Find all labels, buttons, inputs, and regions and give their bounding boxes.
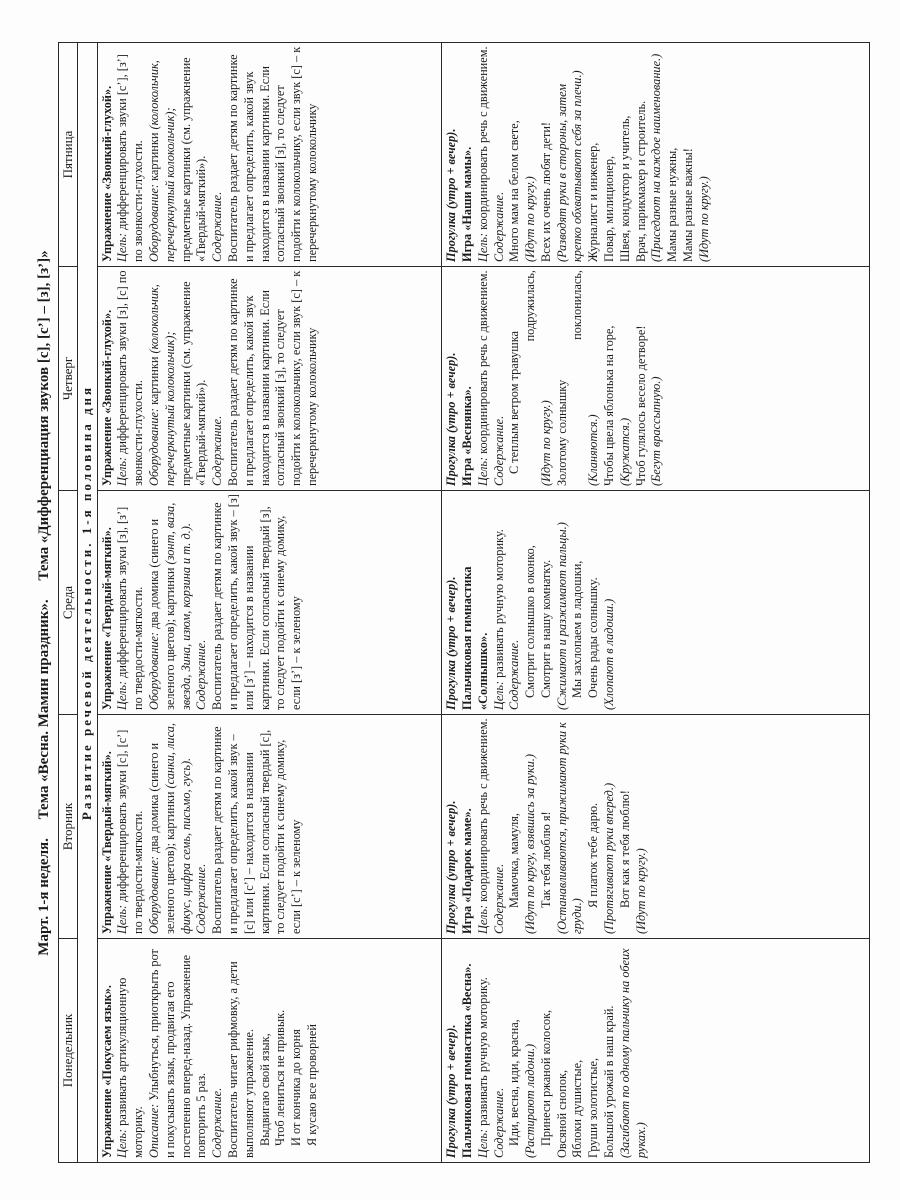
- equipment-items: (санки, лиса, фикус, цифра семь, письмо, гусь).: [162, 723, 193, 934]
- goal-line: [476, 942, 492, 1158]
- equipment-items: (колокольчик, перечеркнутый колокольчик);: [146, 284, 177, 486]
- verse-line: Много мам на белом свете,: [507, 120, 522, 262]
- game-block: [442, 491, 619, 714]
- cell-wednesday-exercise: [97, 491, 442, 715]
- goal-text: развивать ручную моторику.: [475, 977, 490, 1126]
- content-label: Содержание.: [507, 639, 522, 710]
- schedule-table: [58, 42, 870, 1163]
- stage-direction: (Идут по кругу.): [633, 848, 648, 934]
- section-heading: Развитие речевой деятельности. 1-я половина дня: [78, 43, 97, 1163]
- goal-label: Цель:: [475, 904, 490, 934]
- stage-direction: (Разводят руки в стороны, затем крепко обхватывают себя за плечи.): [554, 70, 585, 262]
- walk-title: Прогулка (утро + вечер).: [444, 352, 459, 486]
- stage-direction: (Идут по кругу, взявшись за руки.): [523, 754, 538, 934]
- stage-direction: (Кружатся.): [617, 417, 632, 486]
- goal-text: развивать ручную моторику.: [491, 529, 506, 678]
- equipment-label: Оборудование:: [146, 183, 161, 262]
- game-title: Игра «Веснянка».: [459, 386, 474, 486]
- walk-game-row: [442, 43, 870, 1163]
- day-header-wednesday: Среда: [59, 491, 78, 715]
- verse-line: Принеси ржаной колосок,: [538, 1009, 553, 1146]
- cell-thursday-game: [442, 267, 870, 491]
- verse-line: Смотрит в нашу комнатку.: [538, 559, 553, 698]
- exercise-title: Упражнение «Звонкий-глухой».: [99, 85, 114, 262]
- section-row: [78, 43, 97, 1163]
- exercise-title: Упражнение «Твердый-мягкий».: [99, 527, 114, 710]
- description-text: Улыбнуться, приоткрыть рот и покусывать язык, продвигая его постепенно вперед-назад. Упражнение повторить 5 раз.: [146, 949, 209, 1158]
- game-block: [442, 43, 714, 266]
- verse-line: Мамы разные нужны,: [665, 147, 680, 262]
- equipment-items: (колокольчик, перечеркнутый колокольчик);: [146, 60, 177, 262]
- equipment-label: Оборудование:: [146, 631, 161, 710]
- exercise-title: Упражнение «Звонкий-глухой».: [99, 309, 114, 486]
- cell-tuesday-game: [442, 715, 870, 939]
- verse-line: Чтоб гулялось весело детворе!: [633, 325, 648, 486]
- content-text: Воспитатель раздает детям по картинке и предлагает определить, какой звук находится в названии картинки. Если согласный звонкий [з], то следует подойти к колокольчику, если звук [с] – к перечеркнутому колокольчику: [225, 270, 319, 486]
- stage-direction: (Бегут врассыпную.): [649, 376, 664, 486]
- walk-title: Прогулка (утро + вечер).: [444, 128, 459, 262]
- content-label: Содержание.: [210, 415, 225, 486]
- content-text: Воспитатель раздает детям по картинке и предлагает определить, какой звук – [с] или [с’] – находится в названии картинки. Если согласный твердый [с], то следует подойти к синему домику, если [с’] – к зеленому: [210, 726, 304, 934]
- day-header-friday: Пятница: [59, 43, 78, 267]
- goal-label: Цель:: [475, 232, 490, 262]
- content-text: Воспитатель читает рифмовку, а дети выполняют упражнение.: [225, 961, 256, 1158]
- verse-line: Повар, милиционер,: [602, 155, 617, 262]
- stage-direction: (Сжимают и разжимают пальцы.): [554, 522, 569, 710]
- content-label: Содержание.: [491, 863, 506, 934]
- equipment-label: Оборудование:: [146, 855, 161, 934]
- verse-line: Смотрит солнышко в оконко,: [523, 545, 538, 698]
- verse-line: Мы захлопаем в ладошки,: [570, 560, 585, 698]
- content-label: Содержание.: [491, 191, 506, 262]
- goal-label: Цель:: [115, 904, 130, 934]
- title-week: Март. 1-я неделя.: [36, 838, 52, 956]
- verse-line: Иди, весна, иди, красна,: [507, 1019, 522, 1146]
- day-header-monday: Понедельник: [59, 939, 78, 1163]
- game-block: [442, 715, 650, 938]
- game-block: [442, 267, 666, 490]
- equipment-text: два домика (синего и зеленого цветов); картинки: [146, 518, 177, 710]
- goal-label: Цель:: [115, 680, 130, 710]
- verse-line: Врач, парикмахер и строитель.: [633, 100, 648, 262]
- goal-text: дифференцировать звуки [з], [с] по звонкости-глухости.: [115, 270, 146, 486]
- verse-line: Мамочка, мамуля,: [507, 813, 522, 908]
- game-title: Пальчиковая гимнастика «Весна».: [459, 963, 474, 1158]
- title-theme-2: Тема «Дифференциация звуков [с], [с’] – [з], [з’]»: [36, 250, 52, 581]
- walk-title: Прогулка (утро + вечер).: [444, 576, 459, 710]
- verse-line: Я платок тебе дарю.: [586, 802, 601, 908]
- game-block: [442, 939, 650, 1162]
- stage-direction: (Идут по кругу.): [696, 176, 711, 262]
- stage-direction: (Идут по кругу.): [538, 400, 553, 486]
- verse-line: поклонилась,: [570, 270, 585, 340]
- stage-direction: (Кланяются.): [586, 414, 601, 486]
- page-title: [30, 43, 58, 1163]
- goal-text: координировать речь с движением.: [475, 718, 490, 902]
- content-label: Содержание.: [194, 639, 209, 710]
- equipment-text-2: предметные картинки (см. упражнение «Твердый-мягкий»).: [178, 281, 209, 486]
- verse-line: С теплым ветром травушка: [507, 331, 522, 474]
- exercise-title: Упражнение «Покусаем язык».: [99, 985, 114, 1158]
- rotated-sheet: [30, 43, 870, 1163]
- verse-line: Яблоки душистые,: [570, 1059, 585, 1158]
- game-title: Игра «Наши мамы».: [459, 146, 474, 262]
- day-header-row: [59, 43, 78, 1163]
- equipment-text-2: предметные картинки (см. упражнение «Твердый-мягкий»).: [178, 57, 209, 262]
- goal-line: [476, 270, 492, 486]
- verse-line: Выдвигаю свой язык,: [257, 1033, 272, 1146]
- verse-line: Журналист и инженер,: [586, 142, 601, 262]
- verse-line: Чтоб лениться не привык.: [273, 1009, 288, 1146]
- goal-label: Цель:: [491, 680, 506, 710]
- verse-line: Швея, кондуктор и учитель,: [617, 115, 632, 262]
- cell-friday-exercise: [97, 43, 442, 267]
- exercise-row: [97, 43, 442, 1163]
- content-label: Содержание.: [210, 191, 225, 262]
- verse-line: Всех их очень любят дети!: [538, 121, 553, 262]
- stage-direction: (Протягивают руки вперед.): [602, 782, 617, 934]
- verse-line: Очень рады солнышку.: [586, 577, 601, 698]
- day-header-thursday: Четверг: [59, 267, 78, 491]
- content-text: Воспитатель раздает детям по картинке и предлагает определить, какой звук – [з] или [з’] – находится в названии картинки. Если согласный твердый [з], то следует подойти к синему домику, если [з’] – к зеленому: [210, 494, 304, 710]
- goal-label: Цель:: [475, 456, 490, 486]
- content-label: Содержание.: [194, 863, 209, 934]
- stage-direction: (Растирают ладони.): [523, 1043, 538, 1158]
- stage-direction: (Останавливаются, прижимают руки к груди.): [554, 722, 585, 934]
- verse-line: И от кончика до корня: [289, 1029, 304, 1146]
- goal-text: развивать артикуляционную моторику.: [115, 977, 146, 1158]
- stage-direction: (Приседают на каждое наименование.): [649, 53, 664, 262]
- cell-monday-game: [442, 939, 870, 1163]
- goal-text: координировать речь с движением.: [475, 46, 490, 230]
- cell-monday-exercise: [97, 939, 442, 1163]
- exercise-title: Упражнение «Твердый-мягкий».: [99, 751, 114, 934]
- goal-label: Цель:: [475, 1128, 490, 1158]
- verse-line: Золотому солнышку: [554, 379, 569, 486]
- goal-label: Цель:: [115, 456, 130, 486]
- verse-line: Я кусаю все проворней: [304, 1024, 319, 1146]
- goal-line: [476, 46, 492, 262]
- stage-direction: (Хлопают в ладоши.): [602, 598, 617, 710]
- game-title: Пальчиковая гимнастика «Солнышко».: [459, 566, 490, 710]
- verse-line: Так тебя люблю я!: [538, 811, 553, 908]
- equipment-items: (зонт, ваза, звезда, Зина, изюм, корзина и т. д.).: [162, 502, 193, 710]
- goal-line: [476, 718, 492, 934]
- goal-text: дифференцировать звуки [с], [с’] по твердости-мягкости.: [115, 729, 146, 934]
- title-theme-1: Тема «Весна. Мамин праздник».: [36, 599, 52, 820]
- equipment-label: Оборудование:: [146, 407, 161, 486]
- game-title: Игра «Подарок маме».: [459, 808, 474, 934]
- walk-title: Прогулка (утро + вечер).: [444, 800, 459, 934]
- goal-label: Цель:: [115, 1128, 130, 1158]
- content-label: Содержание.: [491, 1087, 506, 1158]
- goal-text: дифференцировать звуки [з], [з’] по твердости-мягкости.: [115, 506, 146, 710]
- verse-line: Овсяной снопок,: [554, 1069, 569, 1158]
- description-label: Описание:: [146, 1103, 161, 1158]
- goal-line: [492, 494, 508, 710]
- stage-direction: (Загибают по одному пальчику на обеих руках.): [617, 948, 648, 1158]
- goal-text: дифференцировать звуки [с’], [з’] по звонкости-глухости.: [115, 54, 146, 262]
- verse-line: Мамы разные важны!: [681, 148, 696, 262]
- cell-wednesday-game: [442, 491, 870, 715]
- verse-line: Чтобы цвела яблонька на горе,: [602, 325, 617, 486]
- content-text: Воспитатель раздает детям по картинке и предлагает определить, какой звук находится в названии картинки. Если согласный звонкий [з], то следует подойти к колокольчику, если звук [с] – к перечеркнутому колокольчику: [225, 46, 319, 262]
- equipment-text: картинки: [146, 132, 161, 181]
- cell-tuesday-exercise: [97, 715, 442, 939]
- equipment-text: картинки: [146, 356, 161, 405]
- verse-line: Вот как я тебя люблю!: [617, 790, 632, 908]
- cell-thursday-exercise: [97, 267, 442, 491]
- cell-friday-game: [442, 43, 870, 267]
- goal-label: Цель:: [115, 232, 130, 262]
- day-header-tuesday: Вторник: [59, 715, 78, 939]
- stage-direction: (Идут по кругу.): [523, 176, 538, 262]
- content-label: Содержание.: [210, 1087, 225, 1158]
- verse-line: подружилась,: [523, 270, 538, 342]
- content-label: Содержание.: [491, 415, 506, 486]
- equipment-text: два домика (синего и зеленого цветов); картинки: [146, 742, 177, 934]
- verse-line: Груши золотистые,: [586, 1057, 601, 1158]
- verse-line: Большой урожай в наш край.: [602, 1005, 617, 1158]
- walk-title: Прогулка (утро + вечер).: [444, 1024, 459, 1158]
- goal-text: координировать речь с движением.: [475, 270, 490, 454]
